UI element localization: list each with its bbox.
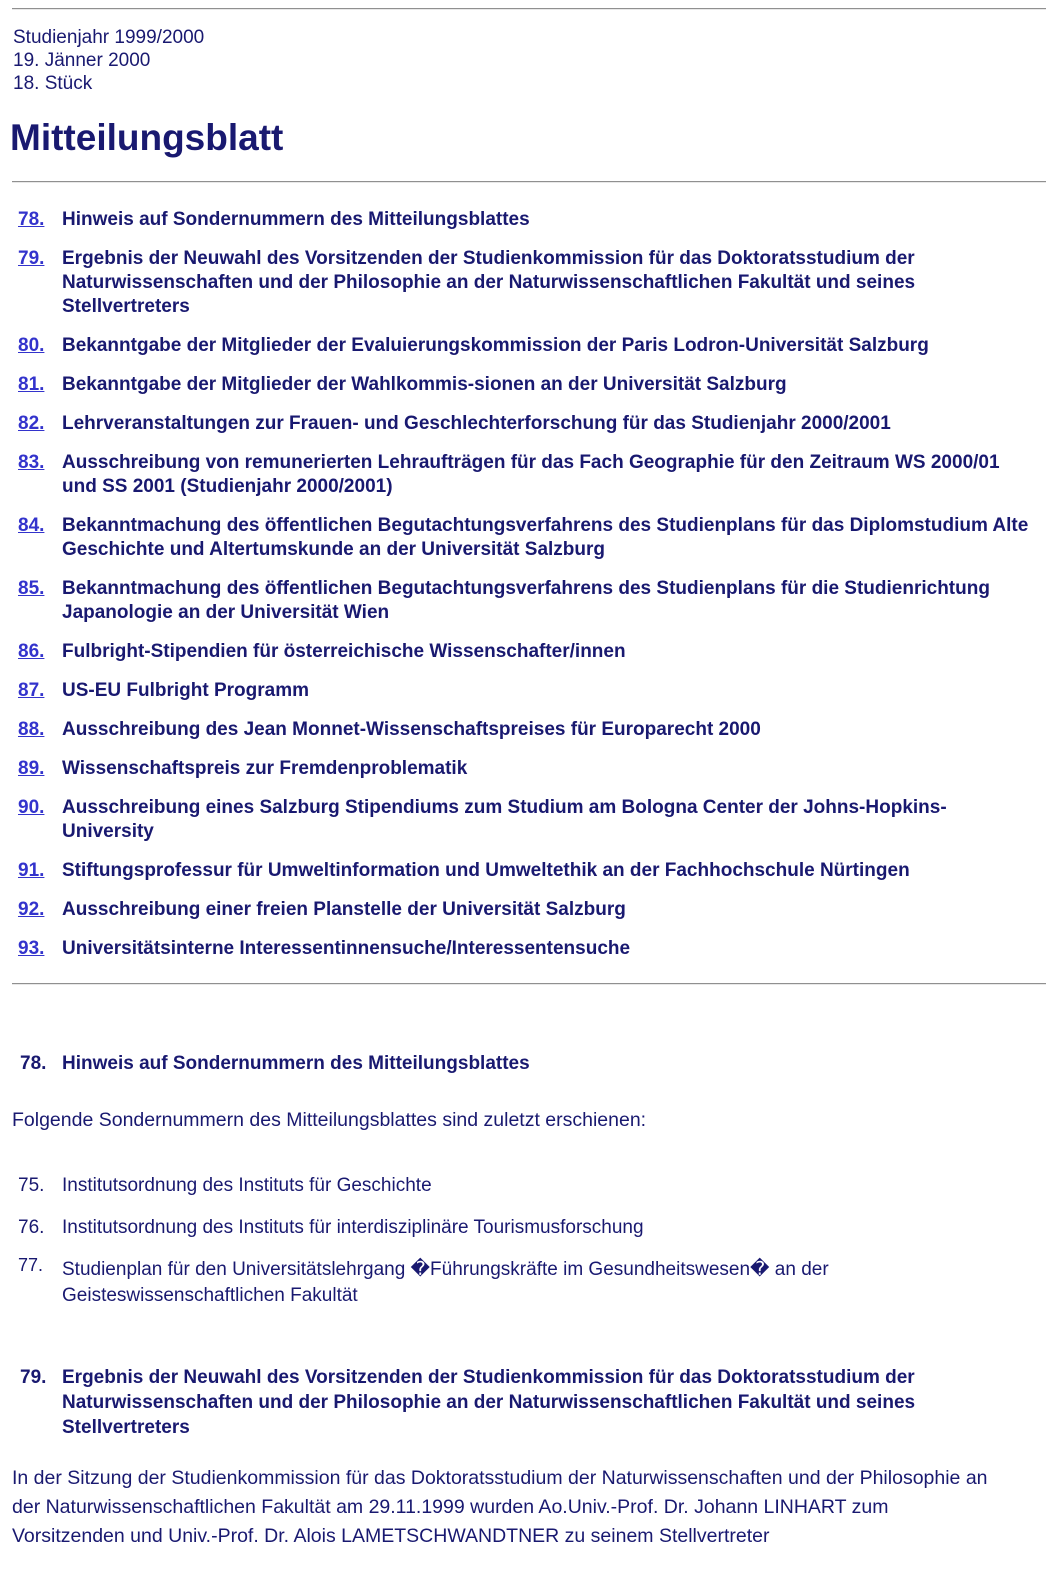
section-78-number: 78.: [20, 1053, 47, 1074]
list-item-text: Institutsordnung des Instituts für interdisziplinäre Tourismusforschung: [62, 1217, 644, 1238]
section-78-intro: Folgende Sondernummern des Mitteilungsblattes sind zuletzt erschienen:: [12, 1109, 647, 1131]
toc-item-title: Lehrveranstaltungen zur Frauen- und Geschlechterforschung für das Studienjahr 2000/2001: [62, 413, 891, 434]
issue-date: 19. Jänner 2000: [13, 50, 151, 71]
toc-item-title: Bekanntmachung des öffentlichen Begutachtungsverfahrens des Studienplans für das Diplomstudium Alte Geschichte und Altertumskunde an der Universität Salzburg: [62, 515, 1029, 560]
masthead: [10, 26, 1048, 159]
toc-link-86[interactable]: 86.: [18, 641, 45, 662]
toc-item-title: Fulbright-Stipendien für österreichische Wissenschafter/innen: [62, 641, 626, 662]
list-item: [18, 1215, 1048, 1241]
toc-item-title: Ausschreibung einer freien Planstelle der Universität Salzburg: [62, 899, 626, 920]
issue-number: 18. Stück: [13, 73, 93, 94]
section-78-title: Hinweis auf Sondernummern des Mitteilungsblattes: [62, 1053, 530, 1074]
masthead-rule: [12, 181, 1046, 183]
table-of-contents: [10, 208, 1048, 961]
toc-link-83[interactable]: 83.: [18, 452, 45, 473]
toc-item: [18, 373, 1048, 397]
toc-item: [18, 577, 1048, 625]
toc-item: [18, 937, 1048, 961]
toc-link-85[interactable]: 85.: [18, 578, 45, 599]
list-item: [18, 1173, 1048, 1199]
toc-item: [18, 451, 1048, 499]
toc-link-88[interactable]: 88.: [18, 719, 45, 740]
toc-item-title: Hinweis auf Sondernummern des Mitteilungsblattes: [62, 209, 530, 230]
toc-item: [18, 898, 1048, 922]
toc-item: [18, 514, 1048, 562]
toc-item-title: Bekanntgabe der Mitglieder der Evaluierungskommission der Paris Lodron-Universität Salzburg: [62, 335, 929, 356]
toc-link-92[interactable]: 92.: [18, 899, 45, 920]
section-78: [10, 1051, 1048, 1309]
toc-item: [18, 247, 1048, 319]
toc-link-84[interactable]: 84.: [18, 515, 45, 536]
toc-link-89[interactable]: 89.: [18, 758, 45, 779]
study-year: Studienjahr 1999/2000: [13, 27, 205, 48]
toc-item: [18, 208, 1048, 232]
section-78-heading: [20, 1051, 1048, 1076]
toc-item: [18, 796, 1048, 844]
toc-link-93[interactable]: 93.: [18, 938, 45, 959]
toc-link-90[interactable]: 90.: [18, 797, 45, 818]
toc-item: [18, 859, 1048, 883]
list-item-number: 76.: [18, 1217, 45, 1238]
page-title: Mitteilungsblatt: [10, 117, 284, 158]
toc-item-title: Universitätsinterne Interessentinnensuche/Interessentensuche: [62, 938, 631, 959]
toc-rule: [12, 983, 1046, 985]
toc-item-title: US-EU Fulbright Programm: [62, 680, 310, 701]
toc-item-title: Ausschreibung von remunerierten Lehraufträgen für das Fach Geographie für den Zeitraum WS 2000/01 und SS 2001 (Studienjahr 2000/2001): [62, 452, 1000, 497]
toc-item: [18, 718, 1048, 742]
toc-item-title: Ausschreibung des Jean Monnet-Wissenschaftspreises für Europarecht 2000: [62, 719, 761, 740]
toc-item-title: Wissenschaftspreis zur Fremdenproblematik: [62, 758, 468, 779]
toc-item: [18, 679, 1048, 703]
toc-item-title: Bekanntgabe der Mitglieder der Wahlkommis-sionen an der Universität Salzburg: [62, 374, 787, 395]
toc-link-87[interactable]: 87.: [18, 680, 45, 701]
toc-link-80[interactable]: 80.: [18, 335, 45, 356]
list-item-number: 77.: [18, 1255, 44, 1275]
toc-item: [18, 334, 1048, 358]
toc-link-81[interactable]: 81.: [18, 374, 45, 395]
toc-item-title: Ergebnis der Neuwahl des Vorsitzenden der Studienkommission für das Doktoratsstudium der Naturwissenschaften und der Philosophie an der Naturwissenschaftlichen Fakultät und seines Stellvertreters: [62, 248, 916, 317]
section-79-number: 79.: [20, 1367, 47, 1388]
toc-link-82[interactable]: 82.: [18, 413, 45, 434]
list-item: [18, 1257, 1048, 1309]
section-79-heading: [20, 1365, 1048, 1440]
toc-item: [18, 640, 1048, 664]
section-79: [10, 1365, 1048, 1551]
list-item-number: 75.: [18, 1175, 45, 1196]
toc-link-91[interactable]: 91.: [18, 860, 45, 881]
toc-item-title: Stiftungsprofessur für Umweltinformation und Umweltethik an der Fachhochschule Nürtingen: [62, 860, 910, 881]
section-79-paragraph: In der Sitzung der Studienkommission für das Doktoratsstudium der Naturwissenschaften und der Philosophie an der Naturwissenschaftlichen Fakultät am 29.11.1999 wurden Ao.Univ.-Prof. Dr. Johann LINHART zum Vorsitzenden und Univ.-Prof. Dr. Alois LAMETSCHWANDTNER zu seinem Stellvertreter: [12, 1467, 988, 1547]
toc-item-title: Ausschreibung eines Salzburg Stipendiums zum Studium am Bologna Center der Johns-Hopkins-University: [62, 797, 947, 842]
section-79-title: Ergebnis der Neuwahl des Vorsitzenden der Studienkommission für das Doktoratsstudium der Naturwissenschaften und der Philosophie an der Naturwissenschaftlichen Fakultät und seines Stellvertreters: [62, 1367, 916, 1438]
sondernummern-list: [10, 1173, 1048, 1309]
list-item-text: Studienplan für den Universitätslehrgang �Führungskräfte im Gesundheitswesen� an der Geisteswissenschaftlichen Fakultät: [62, 1259, 829, 1306]
toc-item-title: Bekanntmachung des öffentlichen Begutachtungsverfahrens des Studienplans für die Studienrichtung Japanologie an der Universität Wien: [62, 578, 990, 623]
list-item-text: Institutsordnung des Instituts für Geschichte: [62, 1175, 432, 1196]
top-rule: [12, 8, 1046, 10]
toc-link-79[interactable]: 79.: [18, 248, 45, 269]
toc-item: [18, 757, 1048, 781]
toc-item: [18, 412, 1048, 436]
toc-link-78[interactable]: 78.: [18, 209, 45, 230]
